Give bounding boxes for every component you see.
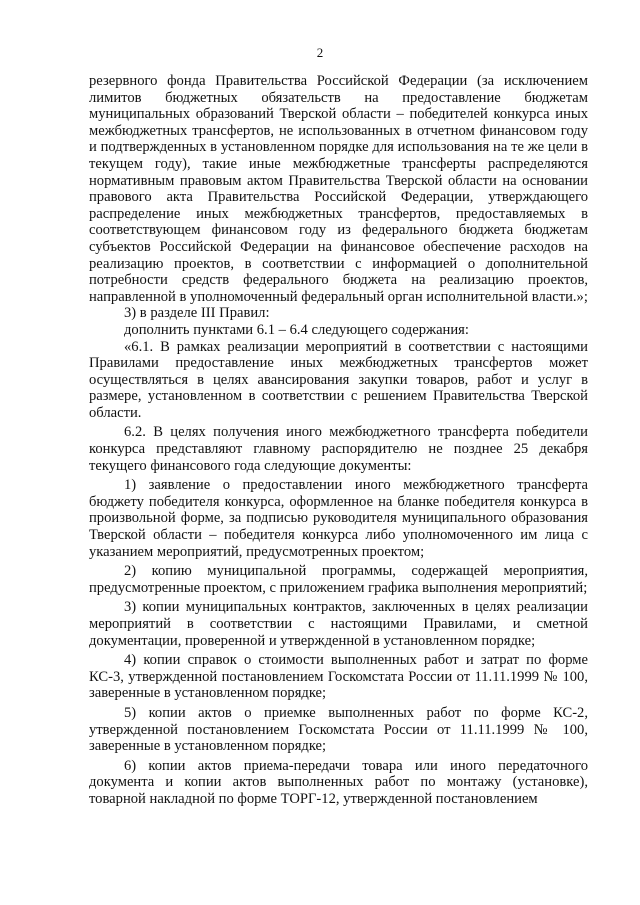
list-item-6: 6) копии актов приема-передачи товара или иного передаточного документа и копии актов выполненных работ по монтажу (установке), товарной накладной по форме ТОРГ-12, утвержденной постановлением xyxy=(89,757,588,807)
paragraph-add-items: дополнить пунктами 6.1 – 6.4 следующего содержания: xyxy=(124,321,469,338)
paragraph-6-1: «6.1. В рамках реализации мероприятий в соответствии с настоящими Правилами предоставление иных межбюджетных трансфертов может осуществляться в целях авансирования закупки товаров, работ и услуг в размере, установленном в соответствии с решением Правительства Тверской области. xyxy=(89,338,588,421)
list-item-1: 1) заявление о предоставлении иного межбюджетного трансферта бюджету победителя конкурса, оформленное на бланке победителя конкурса в произвольной форме, за подписью руководителя муниципального образования Тверской области – победителя конкурса либо уполномоченного им лица с указанием мероприятий, предусмотренных проектом; xyxy=(89,477,588,560)
list-item-5: 5) копии актов о приемке выполненных работ по форме КС-2, утвержденной постановлением Госкомстата России от 11.11.1999 № 100, заверенные в установленном порядке; xyxy=(89,704,588,755)
list-item-2: 2) копию муниципальной программы, содержащей мероприятия, предусмотренные проектом, с приложением графика выполнения мероприятий; xyxy=(89,563,588,596)
list-item-3: 3) копии муниципальных контрактов, заключенных в целях реализации мероприятий в соответствии с настоящими Правилами, и сметной документации, проверенной и утвержденной в установленном порядке; xyxy=(89,599,588,649)
paragraph-continuation: резервного фонда Правительства Российской Федерации (за исключением лимитов бюджетных обязательств на предоставление бюджетам муниципальных образований Тверской области – победителей конкурса иных межбюджетных трансфертов, не использованных в отчетном финансовом году и подтвержденных в установленном порядке для использования на те же цели в текущем году), такие иные межбюджетные трансферты распределяются нормативным правовым актом Правительства Тверской области на основании правового акта Правительства Российской Федерации, утверждающего распределение иных межбюджетных трансфертов, предоставляемых в соответствующем финансовом году из федерального бюджета бюджетам субъектов Российской Федерации на финансовое обеспечение расходов на реализацию проектов, в соответствии с информацией о дополнительной потребности средств федерального бюджета на реализацию проектов, направленной в уполномоченный федеральный орган исполнительной власти.»; xyxy=(89,73,588,305)
list-item-4: 4) копии справок о стоимости выполненных работ и затрат по форме КС-3, утвержденной постановлением Госкомстата России от 11.11.1999 № 100, заверенные в установленном порядке; xyxy=(89,652,588,702)
paragraph-6-2: 6.2. В целях получения иного межбюджетного трансферта победители конкурса представляют главному распорядителю не позднее 25 декабря текущего финансового года следующие документы: xyxy=(89,424,588,474)
paragraph-section-3: 3) в разделе III Правил: xyxy=(124,305,270,322)
page-number: 2 xyxy=(316,45,324,60)
document-body xyxy=(89,73,588,808)
